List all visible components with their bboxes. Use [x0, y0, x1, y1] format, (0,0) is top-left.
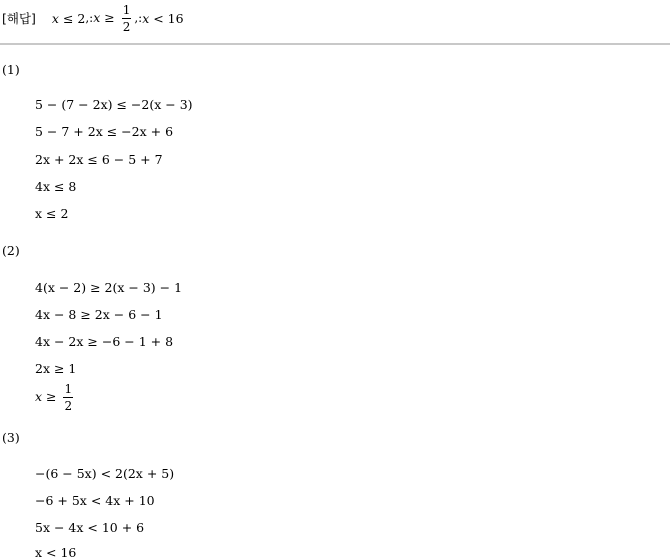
section-1-step-2: 5 − 7 + 2x ≤ −2x + 6 [35, 124, 174, 139]
section-1-step-4: 4x ≤ 8 [35, 179, 77, 194]
section-label-2: (2) [2, 243, 20, 258]
section-1-step-1: 5 − (7 − 2x) ≤ −2(x − 3) [35, 97, 193, 112]
divider-rule [0, 43, 670, 45]
section-1-step-5: x ≤ 2 [35, 206, 69, 221]
section-3-step-2: −6 + 5x < 4x + 10 [35, 493, 155, 508]
section-2-step-3: 4x − 2x ≥ −6 − 1 + 8 [35, 334, 174, 349]
section-2-step-4: 2x ≥ 1 [35, 361, 77, 376]
answer-tag: [해답] [2, 11, 36, 26]
answer-3: x < 16 [142, 10, 184, 26]
section-3-step-4: x < 16 [35, 545, 77, 560]
section-2-step-2: 4x − 8 ≥ 2x − 6 − 1 [35, 307, 163, 322]
answer-separator-2: ,: [134, 11, 143, 25]
answer-2-fraction: $\frac{1}{2}$ [122, 2, 131, 34]
answer-2: x ≥ $\frac{1}{2}$ [93, 2, 131, 34]
section-3-step-1: −(6 − 5x) < 2(2x + 5) [35, 466, 175, 481]
section-3-step-3: 5x − 4x < 10 + 6 [35, 520, 145, 535]
section-label-3: (3) [2, 430, 20, 445]
section-2-step-5: x ≥ $\frac{1}{2}$ [35, 382, 73, 413]
section-2-fraction: $\frac{1}{2}$ [64, 382, 73, 413]
section-1-step-3: 2x + 2x ≤ 6 − 5 + 7 [35, 152, 163, 167]
section-label-1: (1) [2, 62, 20, 77]
section-2-step-1: 4(x − 2) ≥ 2(x − 3) − 1 [35, 280, 183, 295]
answer-header [2, 0, 184, 36]
answer-separator-1: ,: [85, 11, 94, 25]
answer-1: x ≤ 2 [51, 10, 86, 26]
